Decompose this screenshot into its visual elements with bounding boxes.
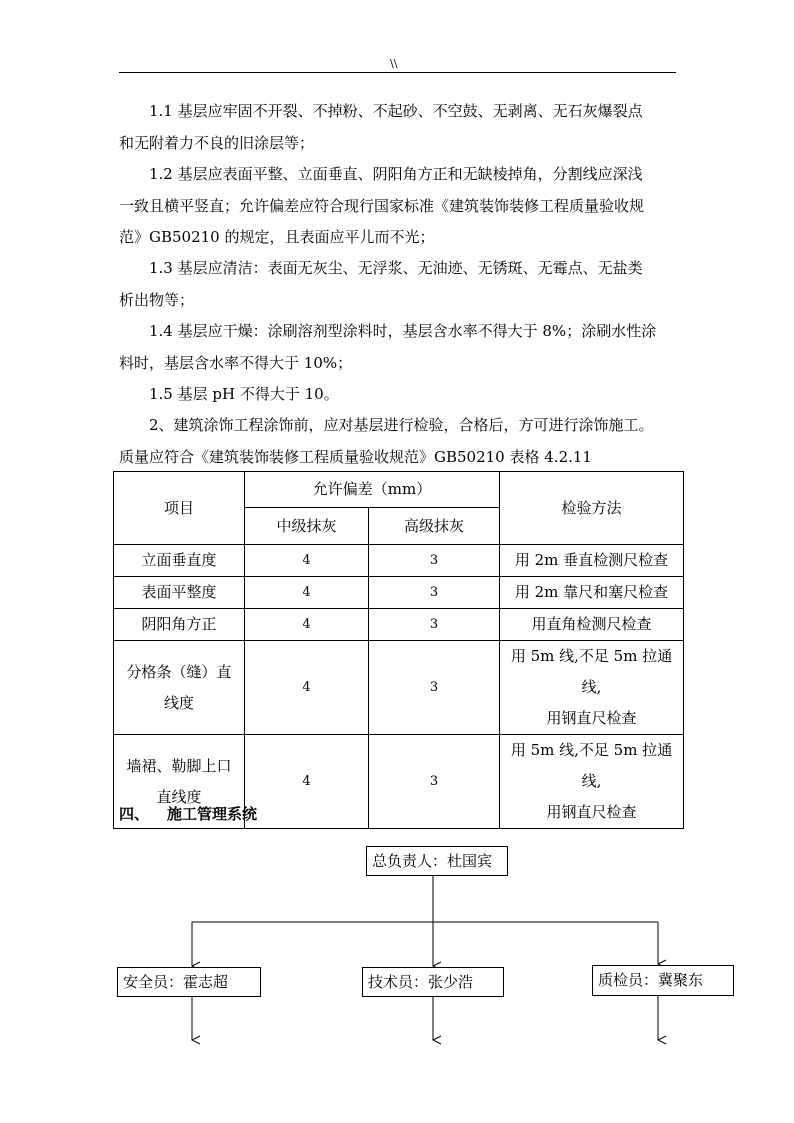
row-method: 用 2m 垂直检测尺检查	[500, 545, 684, 577]
org-box-safety: 安全员：霍志超	[117, 967, 261, 997]
text-line: 和无附着力不良的旧涂层等；	[119, 133, 315, 152]
row-mid: 4	[245, 609, 369, 641]
row-item-line: 线度	[163, 693, 194, 712]
header-item: 项目	[114, 472, 245, 545]
row-item-line: 分格条（缝）直	[126, 662, 232, 681]
row-high: 3	[369, 577, 500, 609]
row-high: 3	[369, 735, 500, 829]
text-line: 1.3 基层应清洁：表面无灰尘、无浮浆、无油迹、无锈斑、无霉点、无盐类	[149, 259, 643, 277]
row-high: 3	[369, 545, 500, 577]
header-mid: 中级抹灰	[245, 508, 369, 545]
org-box-quality: 质检员：冀聚东	[592, 965, 734, 996]
org-box-top: 总负责人：杜国宾	[366, 846, 508, 876]
text-line: 一致且横平竖直；允许偏差应符合现行国家标准《建筑装饰装修工程质量验收规	[119, 196, 645, 215]
row-item-line: 墙裙、勒脚上口	[126, 756, 232, 775]
row-method-line: 用钢直尺检查	[546, 803, 637, 821]
row-item: 表面平整度	[114, 577, 245, 609]
row-method: 用 2m 靠尺和塞尺检查	[500, 577, 684, 609]
row-method-line: 用 5m 线,不足 5m 拉通线,	[510, 647, 673, 696]
row-mid: 4	[245, 577, 369, 609]
row-mid: 4	[245, 545, 369, 577]
row-item: 立面垂直度	[114, 545, 245, 577]
section-number: 四、	[119, 805, 150, 823]
text-line: 析出物等；	[119, 290, 195, 309]
row-high: 3	[369, 609, 500, 641]
row-high: 3	[369, 641, 500, 735]
row-method-line: 用 5m 线,不足 5m 拉通线,	[510, 741, 673, 790]
row-method-line: 用钢直尺检查	[546, 709, 637, 727]
text-line: 1.2 基层应表面平整、立面垂直、阴阳角方正和无缺棱掉角，分割线应深浅	[149, 165, 643, 183]
text-line: 料时，基层含水率不得大于 10%；	[119, 353, 353, 372]
row-mid: 4	[245, 641, 369, 735]
header-high: 高级抹灰	[369, 508, 500, 545]
row-method: 用直角检测尺检查	[500, 609, 684, 641]
org-box-tech: 技术员：张少浩	[362, 967, 504, 997]
text-line: 质量应符合《建筑装饰装修工程质量验收规范》GB50210 表格 4.2.11	[119, 447, 592, 466]
row-item-line: 直线度	[156, 787, 202, 806]
section-title: 施工管理系统	[167, 805, 258, 823]
text-line: 2、建筑涂饰工程涂饰前，应对基层进行检验，合格后，方可进行涂饰施工。	[149, 416, 654, 434]
header-mark: \\	[390, 57, 398, 70]
text-line: 1.1 基层应牢固不开裂、不掉粉、不起砂、不空鼓、无剥离、无石灰爆裂点	[149, 102, 643, 120]
row-item: 阴阳角方正	[114, 609, 245, 641]
text-line: 范》GB50210 的规定，且表面应平儿而不光；	[119, 228, 435, 246]
header-method: 检验方法	[500, 472, 684, 545]
text-line: 1.4 基层应干燥：涂刷溶剂型涂料时，基层含水率不得大于 8%；涂刷水性涂	[149, 322, 657, 340]
row-mid: 4	[245, 735, 369, 829]
header-tolerance: 允许偏差（mm）	[245, 472, 500, 508]
text-line: 1.5 基层 pH 不得大于 10。	[149, 385, 339, 403]
